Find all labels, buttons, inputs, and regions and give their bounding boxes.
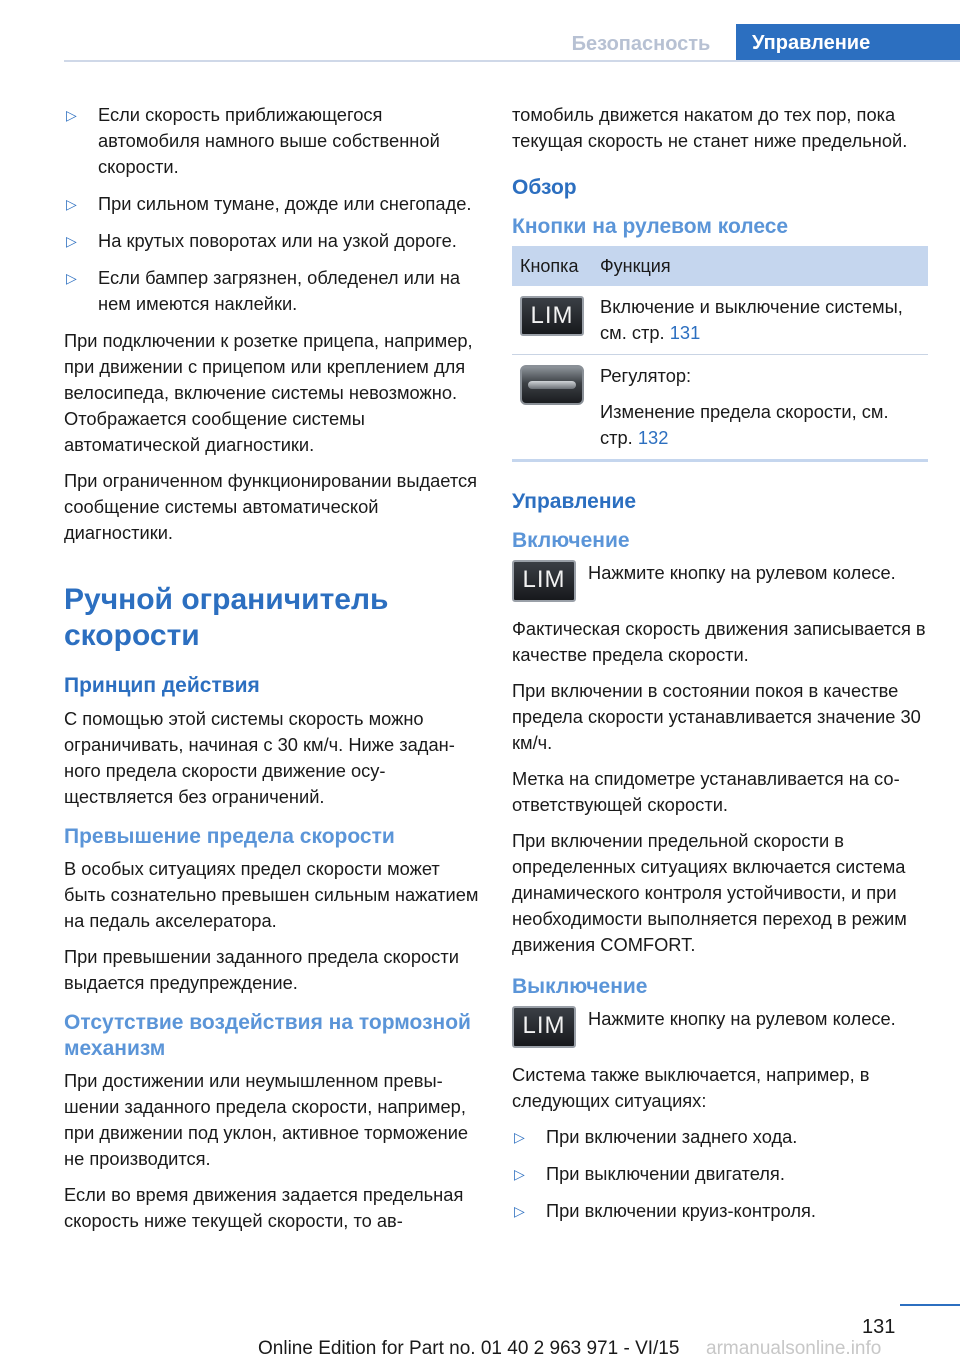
section-title: Ручной ограничитель скорости bbox=[64, 583, 389, 652]
header-divider bbox=[64, 60, 960, 62]
limited-function-paragraph: При ограниченном функционировании выдается сообщение системы автоматической диагностики. bbox=[64, 470, 478, 543]
column-header-function: Функция bbox=[592, 246, 928, 286]
lim-button-icon: LIM bbox=[512, 1006, 576, 1048]
triangle-bullet-icon: ▷ bbox=[514, 1166, 525, 1182]
switch-on-heading: Включение bbox=[512, 529, 630, 552]
lim-button-icon: LIM bbox=[512, 560, 576, 602]
list-item: ▷ При включении заднего хода. bbox=[512, 1124, 928, 1150]
table-cell-icon bbox=[512, 355, 592, 461]
switch-on-instruction: LIM Нажмите кнопку на рулевом колесе. bbox=[512, 560, 928, 602]
list-item: ▷ Если бампер загрязнен, обледенел или на нем имеются наклейки. bbox=[66, 267, 461, 314]
triangle-bullet-icon: ▷ bbox=[66, 233, 77, 249]
table-row bbox=[512, 286, 928, 355]
switch-on-text-1: Фактическая скорость движения записывается в качестве предела скорости. bbox=[512, 618, 926, 665]
control-heading: Управление bbox=[512, 490, 637, 513]
trailer-paragraph: При подключении к розетке прицепа, например, при движении с прицепом или креплением для велосипеда, включение системы невозможно. Отображается сообщение системы автоматической диагностики. bbox=[64, 330, 473, 455]
overview-heading: Обзор bbox=[512, 176, 577, 199]
rocker-switch-icon bbox=[520, 365, 584, 405]
page-link-132[interactable]: 132 bbox=[637, 427, 669, 448]
list-item: ▷ При включении круиз-контроля. bbox=[512, 1198, 928, 1224]
switch-on-text-2: При включении в состоянии покоя в качестве предела скорости устанавливается значение 30 км/ч. bbox=[512, 680, 921, 753]
watermark: armanualsonline.info bbox=[706, 1338, 882, 1359]
principle-heading: Принцип действия bbox=[64, 674, 260, 697]
switch-off-list bbox=[512, 1124, 928, 1224]
footer-accent-line bbox=[900, 1304, 960, 1306]
column-header-button: Кнопка bbox=[512, 246, 592, 286]
list-item: ▷ На крутых поворотах или на узкой дороге. bbox=[64, 228, 482, 254]
exceed-heading: Превышение предела скорости bbox=[64, 825, 395, 848]
brake-text-1: При достижении или неумышленном превышении заданного предела скорости, например, при движении под уклон, активное торможение не производится. bbox=[64, 1070, 469, 1169]
switch-off-text: Система также выключается, например, в следующих ситуациях: bbox=[512, 1064, 870, 1111]
table-header-row bbox=[512, 246, 928, 286]
switch-off-heading: Выключение bbox=[512, 975, 648, 998]
exceed-text-1: В особых ситуациях предел скорости может быть сознательно превышен сильным нажатием на педаль акселератора. bbox=[64, 858, 479, 931]
page-number: 131 bbox=[862, 1316, 896, 1338]
principle-text: С помощью этой системы скорость можно ограничивать, начиная с 30 км/ч. Ниже заданного предела скорости движение осуществляется без ограничений. bbox=[64, 708, 455, 807]
list-item: ▷ Если скорость приближающегося автомобиля намного выше собственной скорости. bbox=[66, 104, 440, 177]
list-item: ▷ При выключении двигателя. bbox=[512, 1161, 928, 1187]
page-link-131[interactable]: 131 bbox=[669, 322, 701, 343]
edition-note: Online Edition for Part no. 01 40 2 963 971 - VI/15 bbox=[258, 1338, 680, 1359]
switch-on-text-3: Метка на спидометре устанавливается на соответствующей скорости. bbox=[512, 768, 900, 815]
switch-on-text-4: При включении предельной скорости в определенных ситуациях включается система динамического контроля устойчивости, и при необходимости выполняется переход в режим движения COMFORT. bbox=[512, 830, 907, 955]
table-row bbox=[512, 355, 928, 461]
triangle-bullet-icon: ▷ bbox=[514, 1203, 525, 1219]
triangle-bullet-icon: ▷ bbox=[66, 196, 77, 212]
list-item: ▷ При сильном тумане, дожде или снегопаде. bbox=[64, 191, 482, 217]
table-cell-function: Включение и выключение системы, см. стр. 131 bbox=[592, 286, 928, 355]
buttons-table bbox=[512, 246, 928, 462]
triangle-bullet-icon: ▷ bbox=[514, 1129, 525, 1145]
brake-text-2: Если во время движения задается предельная скорость ниже текущей скорости, то ав- bbox=[64, 1184, 464, 1231]
triangle-bullet-icon: ▷ bbox=[66, 107, 77, 123]
lim-button-icon: LIM bbox=[520, 296, 584, 336]
brake-heading: Отсутствие воздействия на тормозной механизм bbox=[64, 1011, 471, 1060]
continuation-text: томобиль движется накатом до тех пор, пока текущая скорость не станет ниже предельной. bbox=[512, 104, 908, 151]
switch-off-instruction: LIM Нажмите кнопку на рулевом колесе. bbox=[512, 1006, 928, 1048]
buttons-heading: Кнопки на рулевом колесе bbox=[512, 215, 789, 238]
table-cell-icon bbox=[512, 286, 592, 355]
exceed-text-2: При превышении заданного предела скорости выдается предупреждение. bbox=[64, 946, 459, 993]
header-section-safety[interactable]: Безопасность bbox=[571, 33, 711, 55]
conditions-list bbox=[64, 102, 482, 317]
triangle-bullet-icon: ▷ bbox=[66, 270, 77, 286]
right-column bbox=[512, 102, 928, 1235]
header-section-controls[interactable]: Управление bbox=[736, 24, 960, 62]
table-cell-function: Регулятор: Изменение предела скорости, см. стр. 132 bbox=[592, 355, 928, 461]
left-column bbox=[64, 102, 482, 1244]
